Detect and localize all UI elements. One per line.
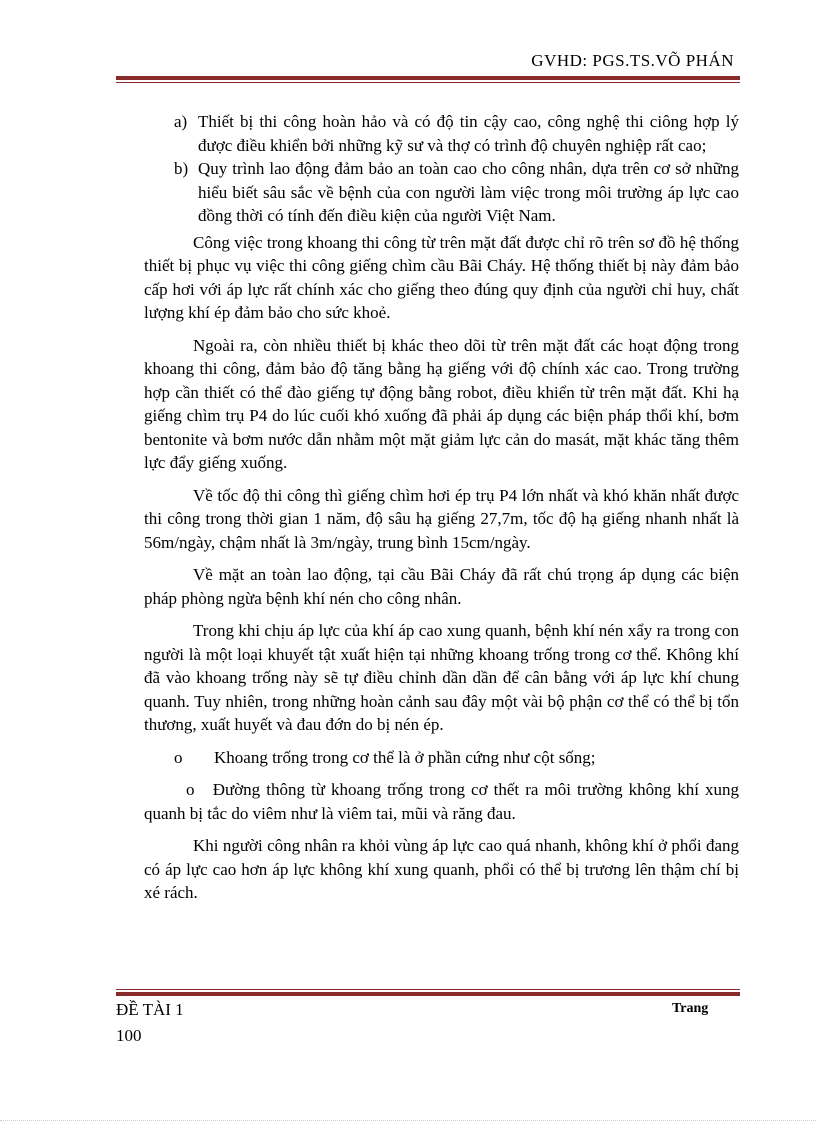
page-content — [144, 110, 739, 914]
paragraph: Công việc trong khoang thi công từ trên mặt đất được chỉ rõ trên sơ đồ hệ thống thiết bị phục vụ việc thi công giếng chìm cầu Bãi Cháy. Hệ thống thiết bị này đảm bảo cấp hơi với áp lực rất chính xác cho giếng theo đúng quy định của người chỉ huy, chất lượng khí ép đảm bảo cho sức khoẻ. — [144, 232, 739, 322]
list-item-b — [130, 157, 739, 228]
footer-rule — [116, 989, 740, 996]
header-rule — [116, 76, 740, 83]
bullet-item — [144, 746, 739, 770]
paragraph: Ngoài ra, còn nhiều thiết bị khác theo dõi từ trên mặt đất các hoạt động trong khoang thi công, đảm bảo độ tăng bằng hạ giếng với độ chính xác cao. Trong trường hợp cần thiết có thể đào giếng tự động bằng robot, điều khiển từ trên mặt đất. Khi hạ giếng chìm trụ P4 do lúc cuối khó xuống đã phải áp dụng các biện pháp thổi khí, bơm bentonite và bơm nước dẫn nhằm một mặt giảm lực cản do masát, mặt khác tăng thêm lực đẩy giếng xuống. — [144, 335, 739, 472]
page-edge — [0, 1120, 816, 1121]
footer-topic: ĐỀ TÀI 1 — [116, 1000, 184, 1019]
list-item-text: Thiết bị thi công hoàn hảo và có độ tin cậy cao, công nghệ thi ciông hợp lý được điều khiển bởi những kỹ sư và thợ có trình độ chuyên nghiệp rất cao; — [198, 112, 739, 155]
header-advisor: GVHD: PGS.TS.VÕ PHÁN — [531, 51, 734, 70]
list-item-text: Quy trình lao động đảm bảo an toàn cao cho công nhân, dựa trên cơ sở những hiểu biết sâu sắc về bệnh của con người làm việc trong môi trường áp lực cao đồng thời có tính đến điều kiện của người Việt Nam. — [198, 159, 739, 225]
footer-page-number: 100 — [116, 1026, 142, 1045]
paragraph: Trong khi chịu áp lực của khí áp cao xung quanh, bệnh khí nén xẩy ra trong con người là một loại khuyết tật xuất hiện tại những khoang trống trong cơ thể. Không khí đã vào khoang trống này sẽ tự điều chỉnh dần dần để cân bằng với áp lực khí chung quanh. Tuy nhiên, trong những hoàn cảnh sau đây một vài bộ phận cơ thể có thể bị tổn thương, xuất huyết và đau đớn do bị nén ép. — [144, 621, 739, 734]
bullet-text: Đường thông từ khoang trống trong cơ thết ra môi trường không khí xung quanh bị tắc do viêm như là viêm tai, mũi và răng đau. — [144, 780, 739, 823]
paragraph: Về mặt an toàn lao động, tại cầu Bãi Cháy đã rất chú trọng áp dụng các biện pháp phòng ngừa bệnh khí nén cho công nhân. — [144, 565, 739, 608]
bullet-text: Khoang trống trong cơ thể là ở phần cứng như cột sống; — [214, 747, 596, 767]
paragraph: Về tốc độ thi công thì giếng chìm hơi ép trụ P4 lớn nhất và khó khăn nhất được thi công trong thời gian 1 năm, độ sâu hạ giếng 27,7m, tốc độ hạ giếng nhanh nhất là 56m/ngày, chậm nhất là 3m/ngày, trung bình 15cm/ngày. — [144, 485, 739, 552]
list-marker: a) — [174, 112, 188, 131]
bullet-item — [144, 778, 739, 825]
bullet-marker: o — [186, 780, 195, 799]
list-item-a — [130, 110, 739, 157]
footer-page-label: Trang — [672, 1001, 709, 1016]
paragraph: Khi người công nhân ra khỏi vùng áp lực cao quá nhanh, không khí ở phổi đang có áp lực cao hơn áp lực không khí xung quanh, phổi có thể bị trương lên thậm chí bị xé rách. — [144, 836, 739, 902]
list-marker: b) — [174, 159, 189, 178]
bullet-marker: o — [174, 747, 183, 767]
